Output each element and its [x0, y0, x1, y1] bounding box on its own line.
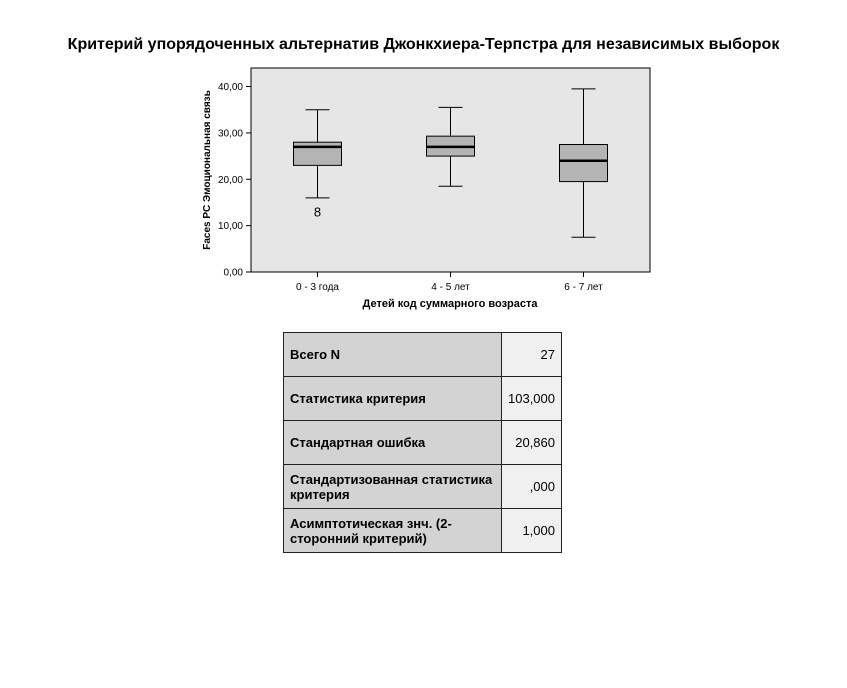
chart-title: Критерий упорядоченных альтернатив Джонкхиера-Терпстра для независимых выборок: [67, 36, 780, 53]
x-axis-label: Детей код суммарного возраста: [362, 298, 538, 310]
boxplot-chart: [0, 0, 847, 320]
x-tick-label: 0 - 3 года: [296, 282, 339, 293]
y-axis-label: Faces PC Эмоциональная связь: [202, 90, 213, 250]
stat-value: ,000: [502, 465, 562, 509]
table-row: [284, 377, 562, 421]
outlier-label: 8: [313, 204, 322, 220]
y-tick-label: 40,00: [217, 82, 243, 94]
stat-value: 103,000: [502, 377, 562, 421]
y-tick-label: 10,00: [217, 221, 243, 233]
table-row: [284, 421, 562, 465]
stat-value: 1,000: [502, 509, 562, 553]
table-row: [284, 465, 562, 509]
stat-label: Стандартная ошибка: [284, 421, 502, 465]
stat-label: Всего N: [284, 333, 502, 377]
x-tick-label: 4 - 5 лет: [431, 282, 470, 293]
y-tick-label: 30,00: [217, 128, 243, 140]
stat-value: 20,860: [502, 421, 562, 465]
table-row: [284, 333, 562, 377]
y-tick-label: 0,00: [223, 267, 243, 279]
table-row: [284, 509, 562, 553]
stat-value: 27: [502, 333, 562, 377]
iqr-box: [560, 145, 608, 182]
stats-table: [283, 332, 562, 553]
stat-label: Стандартизованная статистика критерия: [284, 465, 502, 509]
x-tick-label: 6 - 7 лет: [564, 282, 603, 293]
stat-label: Асимптотическая знч. (2-сторонний критерий): [284, 509, 502, 553]
y-tick-label: 20,00: [217, 174, 243, 186]
stat-label: Статистика критерия: [284, 377, 502, 421]
